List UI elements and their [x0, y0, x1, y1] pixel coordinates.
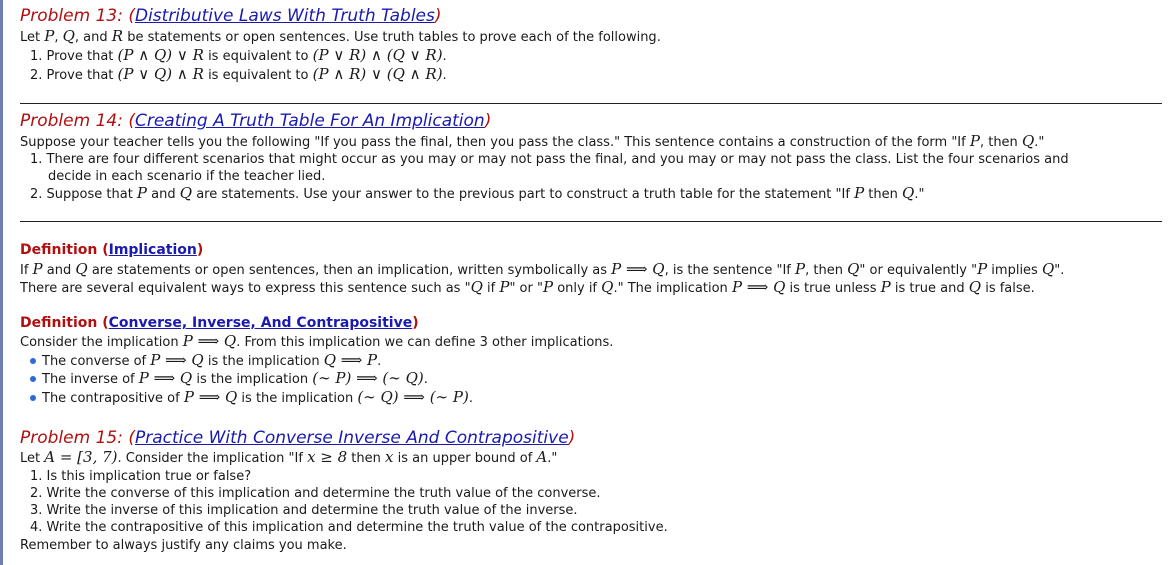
divider	[20, 221, 1162, 222]
problem-14-item-1-cont: decide in each scenario if the teacher lied.	[48, 169, 326, 184]
divider	[20, 103, 1162, 104]
bullet-icon	[30, 376, 36, 382]
definition-converse-intro: Consider the implication P ⟹ Q. From this implication we can define 3 other implications.	[20, 332, 614, 350]
problem-15-intro: Let A = [3, 7). Consider the implication "If x ≥ 8 then x is an upper bound of A."	[20, 448, 558, 466]
problem-14-intro: Suppose your teacher tells you the following "If you pass the final, then you pass the class." This sentence contains a construction of the form "If P, then Q."	[20, 132, 1045, 150]
definition-converse-link[interactable]: Converse, Inverse, And Contrapositive	[108, 315, 413, 331]
problem-15-link[interactable]: Practice With Converse Inverse And Contrapositive	[134, 428, 569, 448]
problem-15-item-3: 3. Write the inverse of this implication and determine the truth value of the inverse.	[30, 503, 578, 518]
problem-15-item-1: 1. Is this implication true or false?	[30, 469, 252, 484]
problem-13-item-1: 1. Prove that (P ∧ Q) ∨ R is equivalent to (P ∨ R) ∧ (Q ∨ R).	[30, 46, 447, 64]
bullet-icon	[30, 395, 36, 401]
problem-13-link[interactable]: Distributive Laws With Truth Tables	[134, 6, 435, 26]
definition-implication-link[interactable]: Implication	[108, 242, 197, 258]
problem-14-link[interactable]: Creating A Truth Table For An Implication	[134, 111, 485, 131]
problem-15-item-4: 4. Write the contrapositive of this implication and determine the truth value of the contrapositive.	[30, 520, 668, 535]
problem-15-closing: Remember to always justify any claims you make.	[20, 538, 347, 553]
bullet-inverse: The inverse of P ⟹ Q is the implication (∼ P) ⟹ (∼ Q).	[30, 370, 428, 388]
problem-14-item-2: 2. Suppose that P and Q are statements. Use your answer to the previous part to construct a truth table for the statement "If P then Q."	[30, 184, 925, 202]
definition-implication-title: Definition (Implication)	[20, 242, 204, 258]
problem-13-item-2: 2. Prove that (P ∨ Q) ∧ R is equivalent to (P ∧ R) ∨ (Q ∧ R).	[30, 65, 447, 83]
bullet-converse: The converse of P ⟹ Q is the implication Q ⟹ P.	[30, 352, 381, 370]
problem-13-intro: Let P, Q, and R be statements or open sentences. Use truth tables to prove each of the following.	[20, 27, 661, 45]
problem-14-item-1: 1. There are four different scenarios that might occur as you may or may not pass the final, and you may or may not pass the class. List the four scenarios and	[30, 152, 1069, 167]
problem-15-item-2: 2. Write the converse of this implication and determine the truth value of the converse.	[30, 486, 601, 501]
bullet-contrapositive: The contrapositive of P ⟹ Q is the implication (∼ Q) ⟹ (∼ P).	[30, 389, 473, 407]
problem-15-title: Problem 15: (Practice With Converse Inverse And Contrapositive)	[20, 428, 576, 448]
bullet-icon	[30, 358, 36, 364]
problem-14-title: Problem 14: (Creating A Truth Table For An Implication)	[20, 111, 492, 131]
definition-implication-line-1: If P and Q are statements or open sentences, then an implication, written symbolically as P ⟹ Q, is the sentence "If P, then Q" or equivalently "P implies Q".	[20, 260, 1065, 278]
left-border	[0, 0, 3, 565]
definition-implication-line-2: There are several equivalent ways to express this sentence such as "Q if P" or "P only if Q." The implication P ⟹ Q is true unless P is true and Q is false.	[20, 278, 1035, 296]
definition-converse-title: Definition (Converse, Inverse, And Contrapositive)	[20, 315, 419, 331]
problem-13-title: Problem 13: (Distributive Laws With Truth Tables)	[20, 6, 442, 26]
